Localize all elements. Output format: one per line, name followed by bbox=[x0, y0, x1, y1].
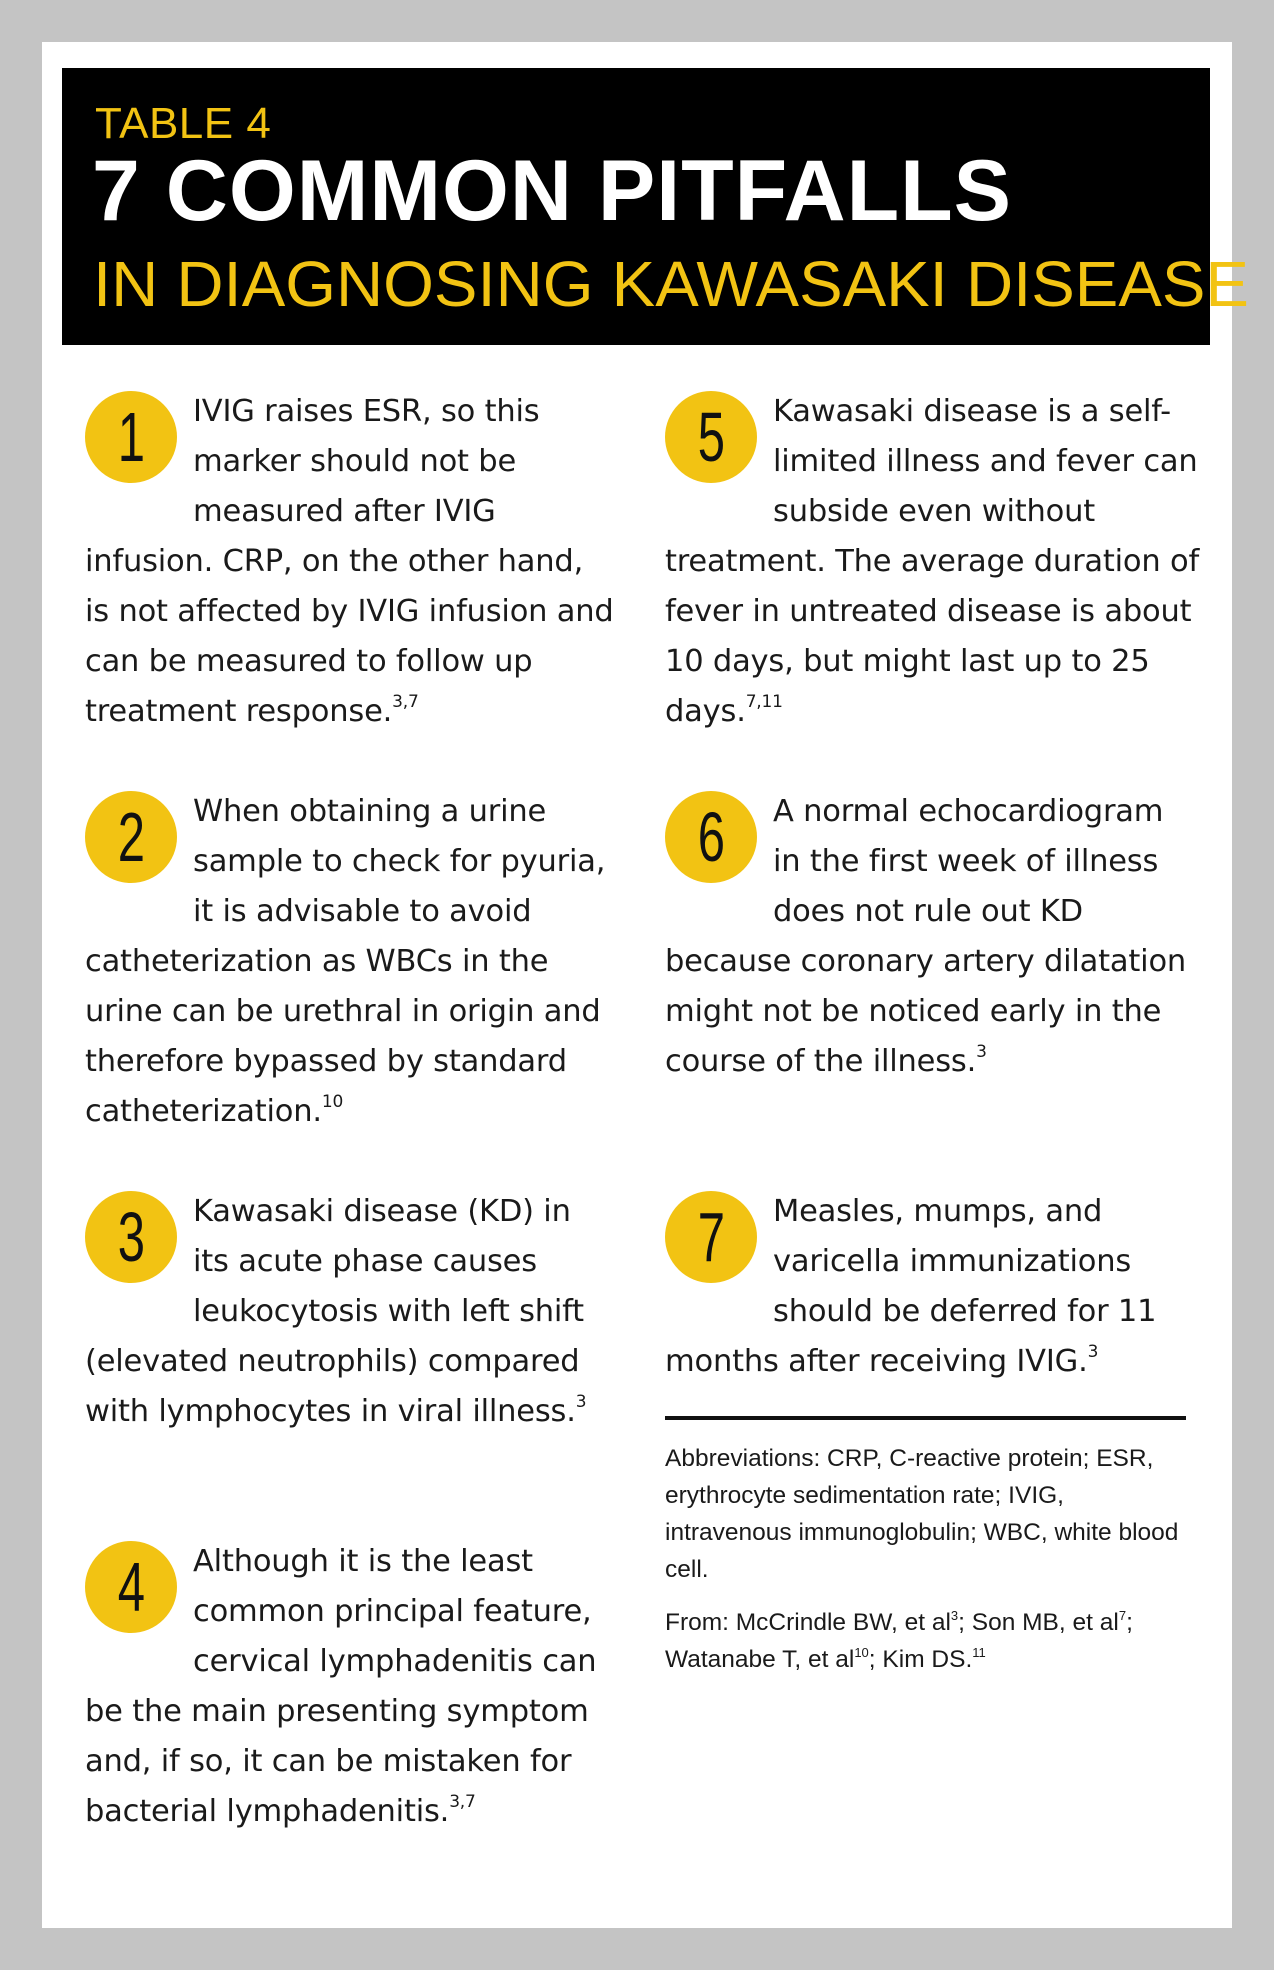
citation: 3 bbox=[575, 1392, 587, 1412]
pitfall-number-badge: 5 bbox=[665, 391, 757, 483]
pitfall-item-4 bbox=[85, 1537, 615, 1837]
citation: 10 bbox=[321, 1092, 344, 1112]
pitfall-text: 3 Kawasaki disease (KD) in its acute phase causes leukocytosis with left shift (elevated neutrophils) compared with lymphocytes in viral illness.$^3$ bbox=[85, 1187, 615, 1437]
pitfall-text: 1 IVIG raises ESR, so this marker should not be measured after IVIG infusion. CRP, on the other hand, is not affected by IVIG infusion and can be measured to follow up treatment response.$^{3,7}$ bbox=[85, 387, 615, 737]
pitfall-number-badge: 3 bbox=[85, 1191, 177, 1283]
pitfall-text: 6 A normal echocardiogram in the first week of illness does not rule out KD because coronary artery dilatation might not be noticed early in the course of the illness.$^3$ bbox=[665, 787, 1195, 1087]
citation: 3 bbox=[1087, 1342, 1099, 1362]
table-card bbox=[42, 42, 1249, 1928]
table-header bbox=[62, 68, 1249, 345]
pitfall-item-7 bbox=[665, 1187, 1195, 1387]
citation: 3,7 bbox=[392, 692, 419, 712]
abbreviations-note: Abbreviations: CRP, C-reactive protein; ESR, erythrocyte sedimentation rate; IVIG, intravenous immunoglobulin; WBC, white blood cell. bbox=[665, 1445, 1179, 1583]
pitfall-item-5 bbox=[665, 387, 1210, 737]
pitfall-item-1 bbox=[85, 387, 615, 737]
citation: 3 bbox=[976, 1042, 987, 1062]
citation: 7,11 bbox=[745, 692, 783, 712]
pitfall-item-6 bbox=[665, 787, 1195, 1087]
pitfall-number-badge: 1 bbox=[85, 391, 177, 483]
pitfall-number-badge: 7 bbox=[665, 1191, 757, 1283]
table-subtitle: IN DIAGNOSING KAWASAKI DISEASE bbox=[93, 248, 1249, 320]
pitfall-number-badge: 6 bbox=[665, 791, 757, 883]
table-title: 7 COMMON PITFALLS bbox=[92, 143, 1012, 239]
footnote-divider bbox=[665, 1416, 1186, 1420]
pitfall-number-badge: 4 bbox=[85, 1541, 177, 1633]
table-label: TABLE 4 bbox=[95, 99, 272, 148]
pitfall-number-badge: 2 bbox=[85, 791, 177, 883]
pitfall-text: 4 Although it is the least common principal feature, cervical lymphadenitis can be the main presenting symptom and, if so, it can be mistaken for bacterial lymphadenitis.$^{3,7}$ bbox=[85, 1537, 615, 1837]
pitfall-text: 2 When obtaining a urine sample to check for pyuria, it is advisable to avoid catheterization as WBCs in the urine can be urethral in origin and therefore bypassed by standard catheterization.$^{10}$ bbox=[85, 787, 615, 1137]
pitfall-item-2 bbox=[85, 787, 615, 1137]
sources-note: From: McCrindle BW, et $al^3$; Son MB, et $al^7$; Watanabe T, et $al^{10}$; Kim DS.$^{11}$ bbox=[665, 1608, 1133, 1673]
pitfall-text: 5 Kawasaki disease is a self-limited illness and fever can subside even without treatment. The average duration of fever in untreated disease is about 10 days, but might last up to 25 days.$^{7,11}$ bbox=[665, 387, 1210, 737]
pitfall-text: 7 Measles, mumps, and varicella immunizations should be deferred for 11 months after receiving IVIG.$^3$ bbox=[665, 1187, 1195, 1387]
pitfall-item-3 bbox=[85, 1187, 615, 1437]
citation: 3,7 bbox=[449, 1792, 476, 1812]
footnotes bbox=[665, 1440, 1186, 1694]
